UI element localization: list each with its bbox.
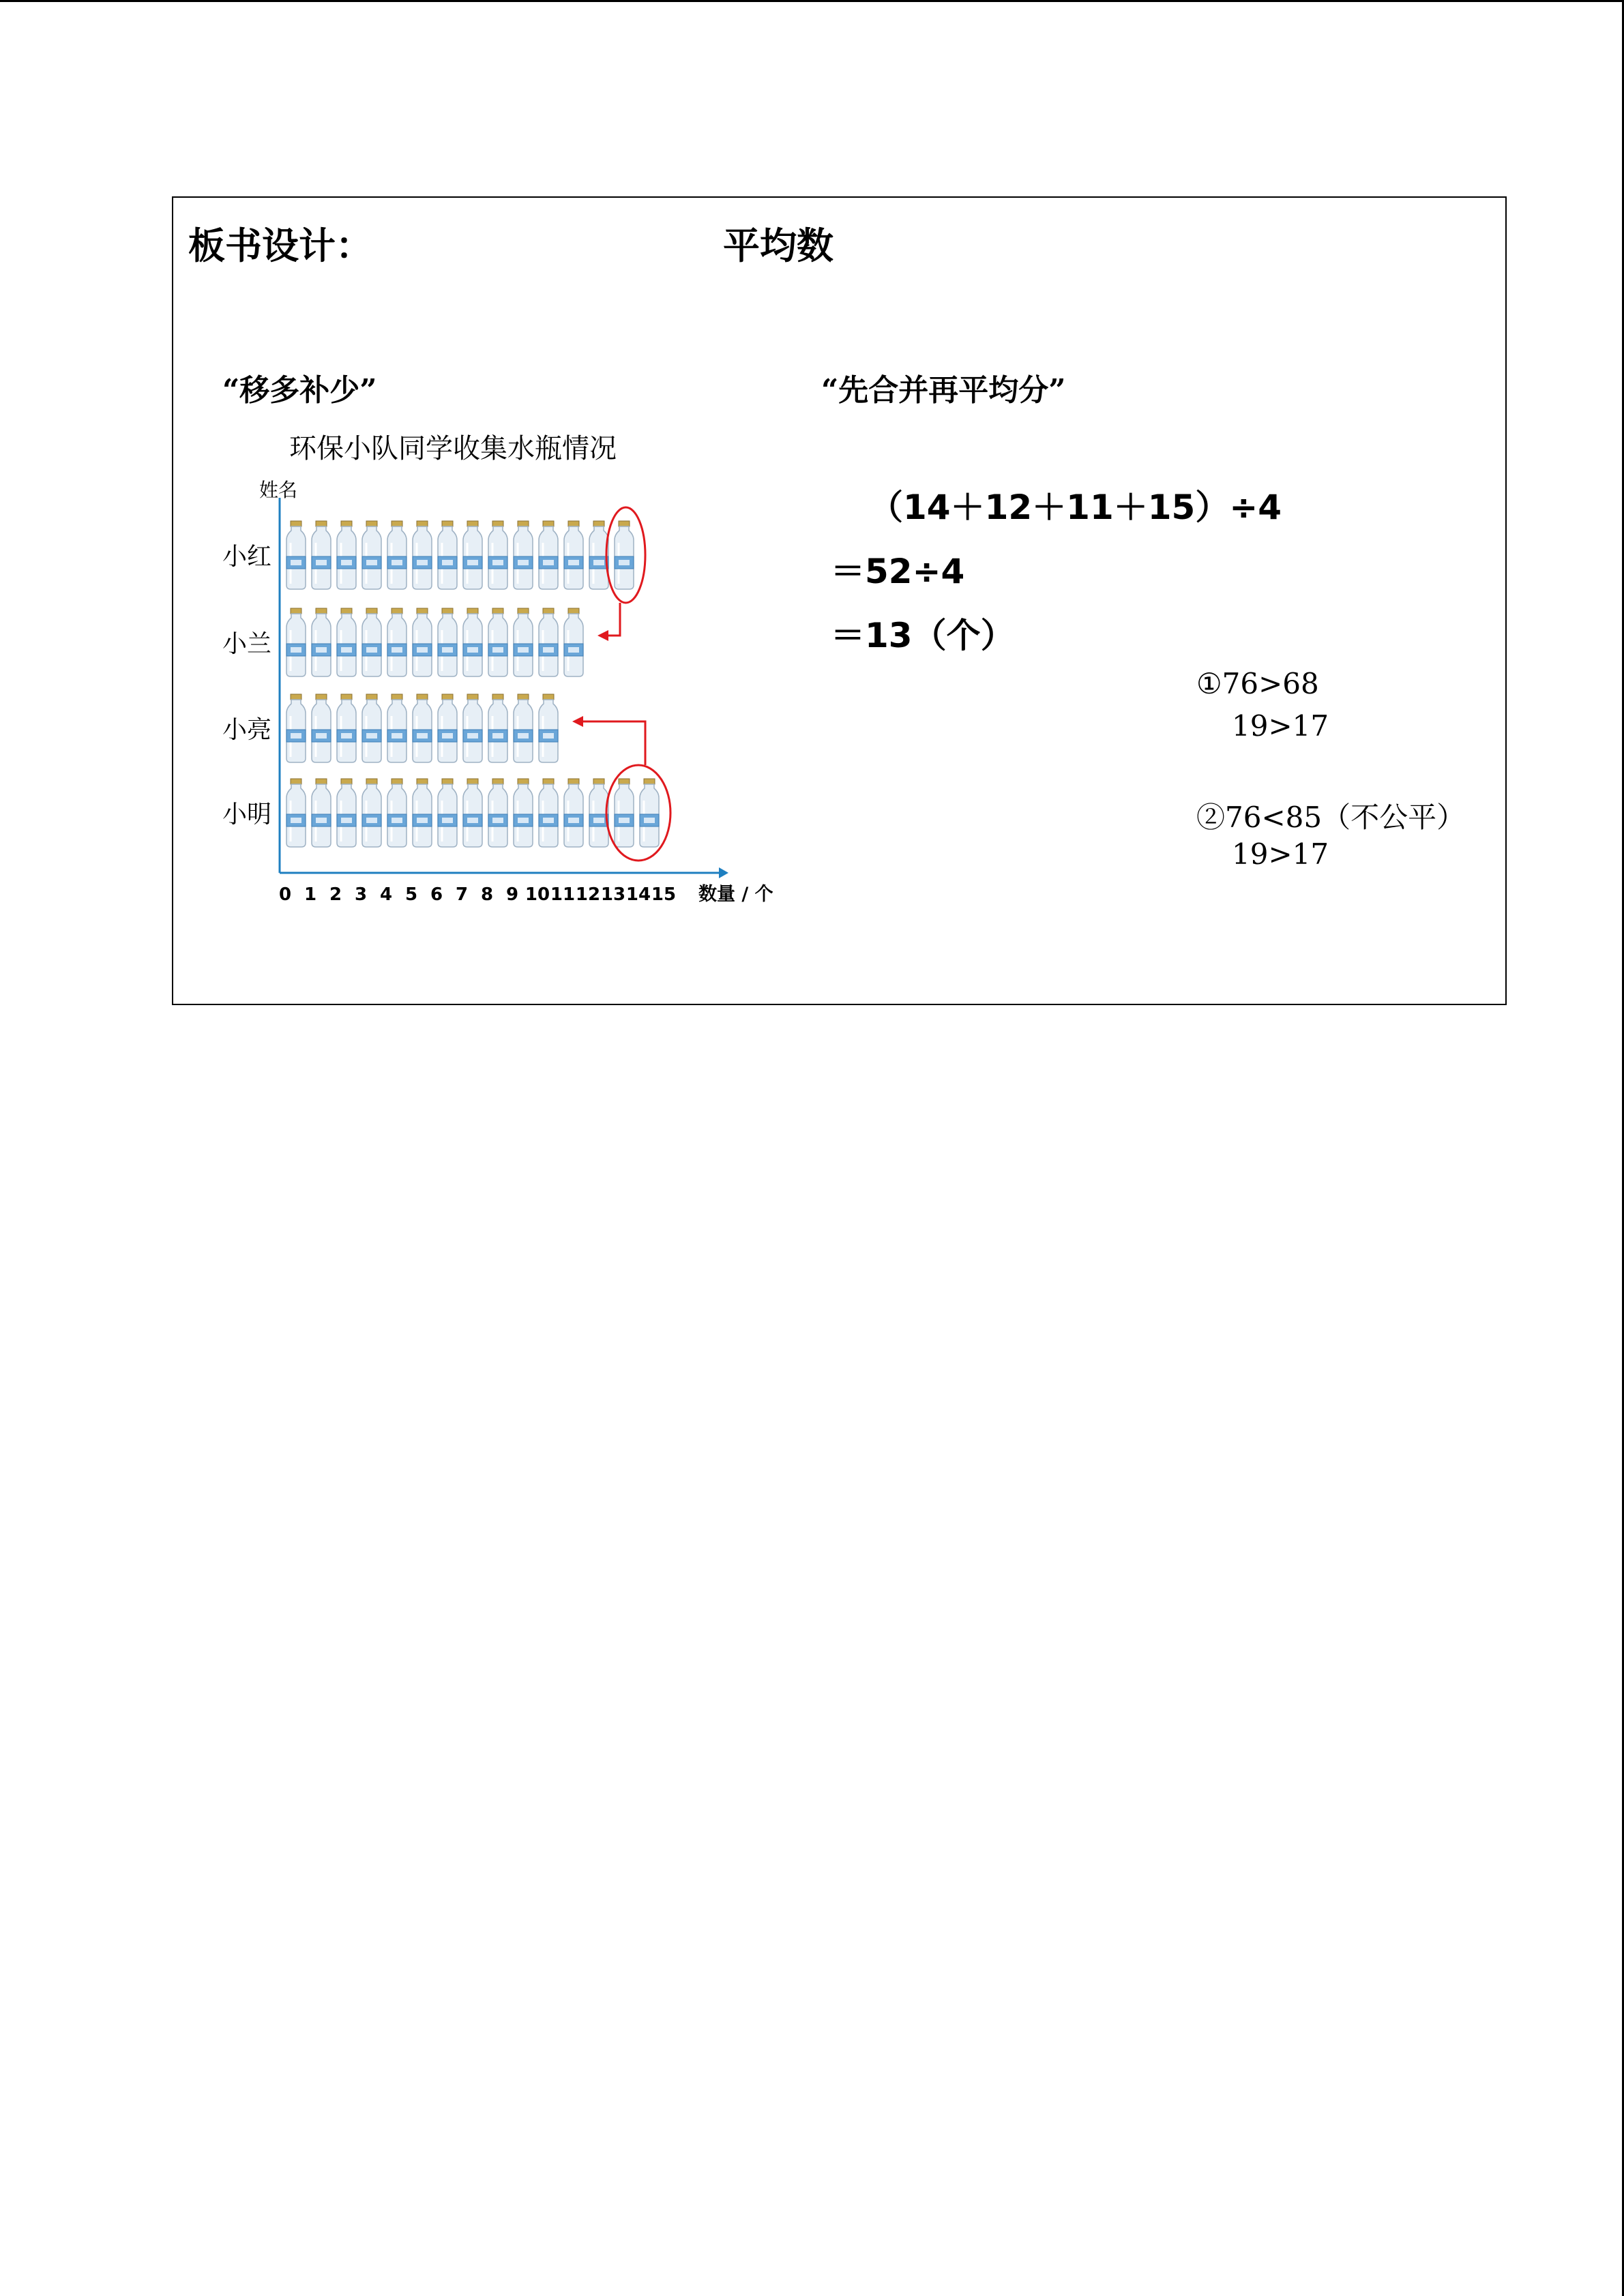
category-label: 小明 (222, 801, 272, 829)
y-axis-label: 姓名 (259, 479, 298, 501)
bottle-icon (488, 694, 507, 762)
bottle-icon (564, 779, 583, 847)
comparison-2b: 19>17 (1232, 837, 1329, 871)
category-label: 小红 (222, 543, 272, 571)
x-tick-label: 4 (379, 884, 393, 905)
bottle-icon (463, 521, 482, 589)
bottle-icon (387, 608, 407, 676)
x-tick-label: 15 (651, 884, 677, 905)
calc-line-1: （14＋12＋11＋15）÷4 (869, 488, 1282, 527)
x-axis-label: 数量 / 个 (698, 884, 773, 905)
bottle-icon (413, 608, 432, 676)
comparison-2a: ②76<85（不公平） (1196, 801, 1466, 834)
x-tick-label: 9 (505, 884, 519, 905)
category-label: 小亮 (222, 716, 272, 744)
bottle-icon (514, 779, 533, 847)
arrowhead-icon (572, 716, 583, 727)
bottle-icon (463, 694, 482, 762)
page-top-border (0, 0, 1624, 2)
bottle-icon (463, 779, 482, 847)
x-tick-label: 1 (304, 884, 317, 905)
bottle-icon (387, 694, 407, 762)
x-tick-label: 2 (329, 884, 342, 905)
x-axis-arrow-icon (719, 867, 728, 878)
transfer-arrow (582, 721, 645, 765)
bottle-icon (387, 521, 407, 589)
bottle-icon (463, 608, 482, 676)
bottle-chart (173, 198, 1505, 1004)
bottle-icon (514, 608, 533, 676)
bottle-icon (413, 779, 432, 847)
bottle-icon (312, 608, 331, 676)
bottle-icon (564, 521, 583, 589)
bottle-icon (488, 608, 507, 676)
x-tick-label: 0 (278, 884, 292, 905)
x-tick-label: 12 (575, 884, 601, 905)
comparison-1a: ①76>68 (1196, 667, 1319, 700)
x-tick-label: 11 (550, 884, 576, 905)
bottle-icon (615, 521, 634, 589)
bottle-icon (438, 608, 457, 676)
category-label: 小兰 (222, 630, 272, 658)
bottle-icon (362, 521, 381, 589)
bottle-icon (312, 521, 331, 589)
x-tick-label: 6 (430, 884, 443, 905)
bottle-icon (438, 694, 457, 762)
bottle-icon (362, 779, 381, 847)
bottle-icon (488, 521, 507, 589)
bottle-icon (564, 608, 583, 676)
comparison-1b: 19>17 (1232, 709, 1329, 743)
bottle-icon (286, 779, 306, 847)
bottle-icon (337, 608, 356, 676)
x-tick-label: 10 (525, 884, 550, 905)
bottle-icon (488, 779, 507, 847)
bottle-icon (438, 521, 457, 589)
method-right-heading: “先合并再平均分” (821, 373, 1066, 408)
calc-line-3: ＝13（个） (831, 616, 1015, 655)
transfer-arrow (607, 603, 620, 636)
x-tick-label: 13 (600, 884, 626, 905)
bottle-icon (413, 521, 432, 589)
bottle-icon (337, 779, 356, 847)
bottle-icon (413, 694, 432, 762)
x-tick-label: 14 (625, 884, 651, 905)
x-tick-label: 8 (480, 884, 494, 905)
x-tick-label: 3 (354, 884, 368, 905)
bottle-icon (514, 521, 533, 589)
bottle-icon (362, 694, 381, 762)
bottle-icon (539, 779, 558, 847)
bottle-icon (387, 779, 407, 847)
arrowhead-icon (597, 630, 608, 641)
bottle-icon (539, 608, 558, 676)
bottle-icon (362, 608, 381, 676)
x-tick-label: 7 (455, 884, 469, 905)
bottle-icon (539, 694, 558, 762)
bottle-icon (337, 694, 356, 762)
method-left-heading: “移多补少” (222, 373, 377, 408)
bottle-icon (514, 694, 533, 762)
x-tick-label: 5 (404, 884, 418, 905)
bottle-icon (539, 521, 558, 589)
bottle-icon (312, 779, 331, 847)
board-design-box (172, 196, 1507, 1005)
calc-line-2: ＝52÷4 (831, 552, 965, 591)
chart-title: 环保小队同学收集水瓶情况 (289, 433, 617, 464)
bottle-icon (438, 779, 457, 847)
bottle-icon (337, 521, 356, 589)
page-title: 平均数 (723, 224, 833, 267)
bottle-icon (286, 608, 306, 676)
bottle-icon (640, 779, 659, 847)
bottle-icon (286, 694, 306, 762)
bottle-icon (312, 694, 331, 762)
bottle-icon (615, 779, 634, 847)
board-label: 板书设计： (188, 224, 372, 267)
bottle-icon (286, 521, 306, 589)
